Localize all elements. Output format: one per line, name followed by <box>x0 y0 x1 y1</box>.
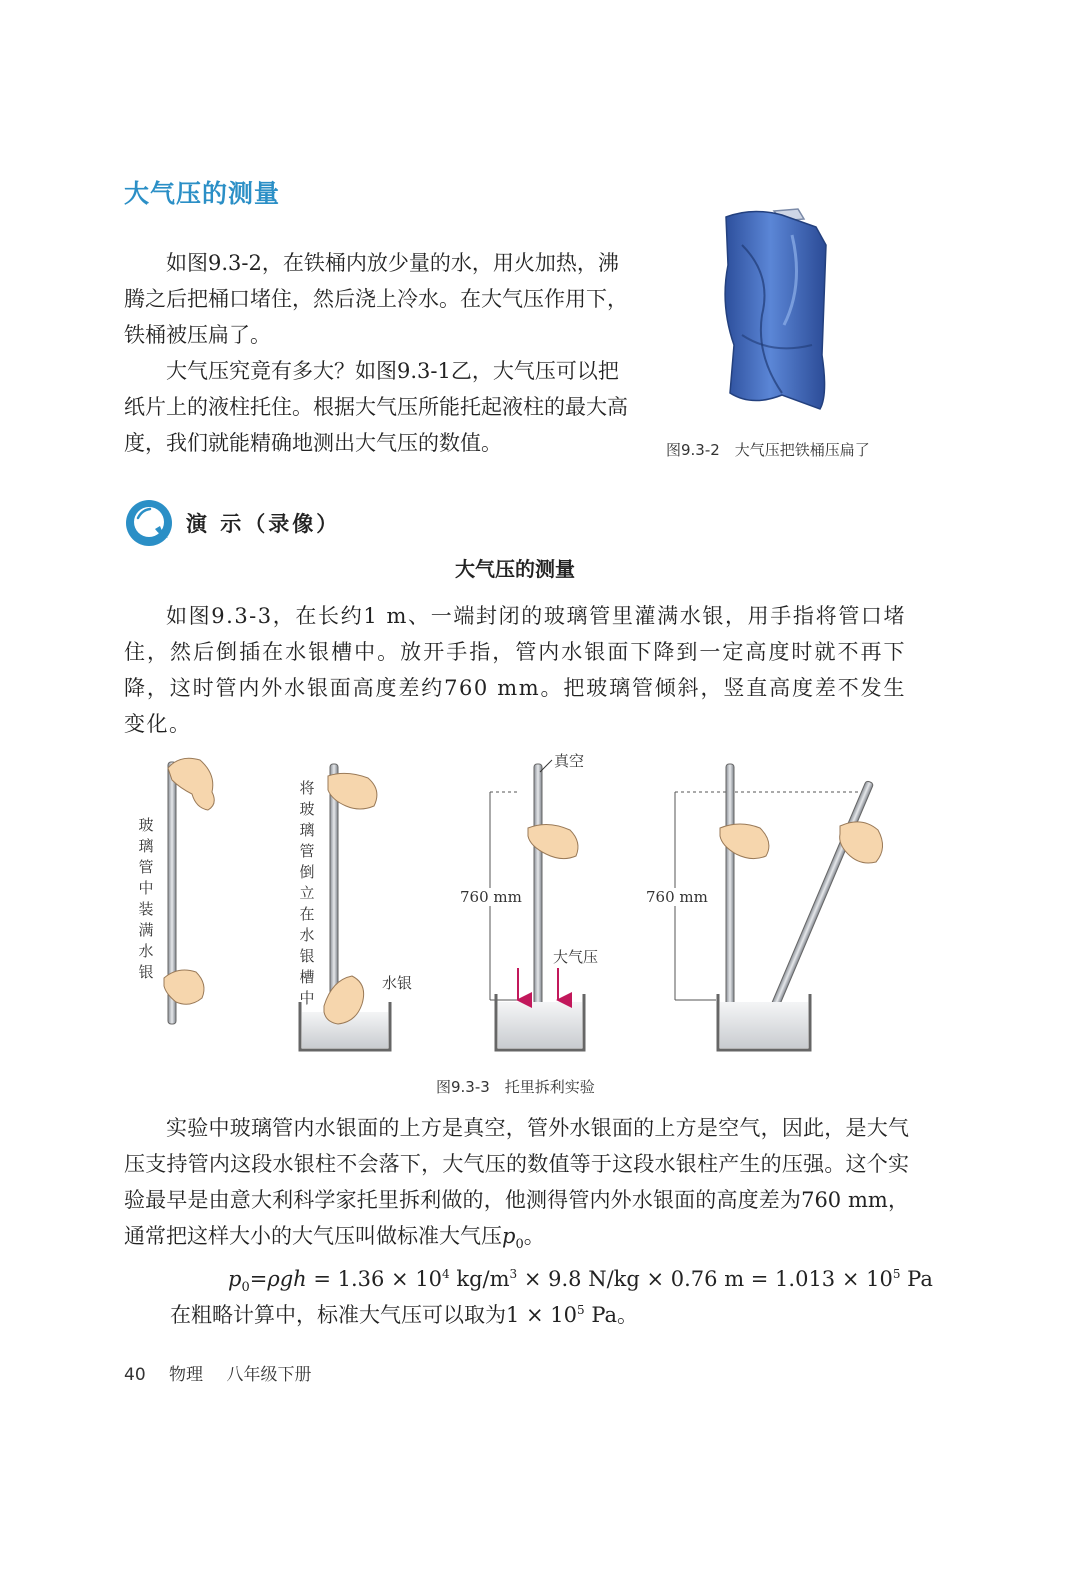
step3-tube <box>534 764 542 1026</box>
formula-p: p <box>228 1267 242 1291</box>
step4-vertical-tube <box>726 764 734 1026</box>
step4-tilted-tube <box>764 780 874 1024</box>
step4-group <box>675 764 883 1050</box>
step1-tube-group <box>164 758 214 1024</box>
formula-exp-a: 4 <box>442 1267 450 1281</box>
note-exp: 5 <box>577 1303 585 1317</box>
formula-rho: ρ <box>267 1267 280 1291</box>
demo-header <box>124 498 340 548</box>
demo-paragraph: 如图9.3-3，在长约1 m、一端封闭的玻璃管里灌满水银，用手指将管口堵住，然后倒插在水银槽中。放开手指，管内水银面下降到一定高度时就不再下降，这时管内外水银面高度差约760 mm。把玻璃管倾斜，竖直高度差不发生变化。 <box>124 604 906 736</box>
formula-part-c: × 9.8 N/kg × 0.76 m = 1.013 × 10 <box>517 1267 893 1291</box>
note-unit: Pa。 <box>584 1303 639 1327</box>
crushed-can-image <box>712 205 832 415</box>
body-paragraph-text: 实验中玻璃管内水银面的上方是真空，管外水银面的上方是空气，因此，是大气压支持管内这段水银柱不会落下，大气压的数值等于这段水银柱产生的压强。这个实验最早是由意大利科学家托里拆利做的，他测得管内外水银面的高度差为760 mm，通常把这样大小的大气压叫做标准大气压 <box>124 1116 909 1248</box>
formula-part-a: = 1.36 × 10 <box>306 1267 443 1291</box>
formula-part-d: Pa <box>900 1267 933 1291</box>
intro-paragraph-1: 如图9.3-2，在铁桶内放少量的水，用火加热，沸腾之后把桶口堵住，然后浇上冷水。在大气压作用下，铁桶被压扁了。 <box>124 251 628 347</box>
footer-subject: 物理 <box>169 1365 204 1385</box>
label-step1: 玻璃管中装满水银 <box>138 816 154 981</box>
figure-932-caption: 图9.3-2 大气压把铁桶压扁了 <box>666 441 870 459</box>
label-step2: 将玻璃管倒立在水银槽中 <box>299 779 315 1007</box>
demo-text <box>124 598 906 742</box>
label-atmospheric-pressure: 大气压 <box>553 948 599 966</box>
body-paragraph <box>124 1110 909 1263</box>
label-height-2: 760 mm <box>646 888 708 906</box>
formula-exp-b: 3 <box>509 1267 518 1281</box>
step4-hand-right <box>840 822 883 863</box>
formula-sub0: 0 <box>241 1280 250 1296</box>
formula-eq: = <box>249 1267 268 1291</box>
label-vacuum: 真空 <box>554 752 585 770</box>
note-text: 在粗略计算中，标准大气压可以取为1 × 10 <box>170 1303 578 1327</box>
body-end: 。 <box>523 1224 545 1248</box>
approx-note <box>170 1292 638 1333</box>
intro-text <box>124 245 639 461</box>
demo-title: 大气压的测量 <box>455 557 575 581</box>
formula-exp-c: 5 <box>892 1267 901 1281</box>
body-symbol-sub: 0 <box>515 1237 524 1253</box>
label-mercury: 水银 <box>382 974 413 992</box>
formula-part-b: kg/m <box>449 1267 510 1291</box>
section-title: 大气压的测量 <box>124 179 281 208</box>
intro-paragraph-2: 大气压究竟有多大？如图9.3-1乙，大气压可以把纸片上的液柱托住。根据大气压所能托起液柱的最大高度，我们就能精确地测出大气压的数值。 <box>124 359 628 455</box>
label-height-1: 760 mm <box>460 888 522 906</box>
formula-gh: gh <box>279 1267 307 1291</box>
figure-933-caption: 图9.3-3 托里拆利实验 <box>436 1078 595 1096</box>
footer-book: 八年级下册 <box>226 1365 312 1385</box>
body-symbol: p <box>502 1224 516 1248</box>
magnifier-icon <box>124 498 174 548</box>
page-number: 40 <box>124 1365 146 1385</box>
page-footer <box>124 1360 329 1385</box>
demo-label: 演 示（录像） <box>186 512 341 536</box>
body-text <box>124 1110 909 1263</box>
